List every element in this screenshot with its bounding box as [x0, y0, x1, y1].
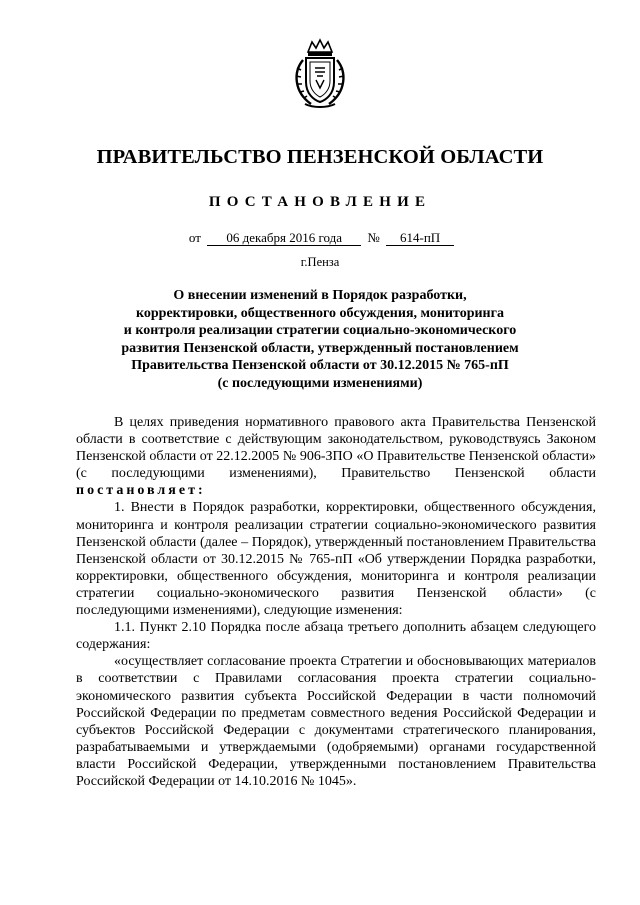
coat-of-arms-icon: [291, 38, 349, 110]
subject-line: и контроля реализации стратегии социально-экономического: [123, 323, 517, 339]
preamble-paragraph: [76, 414, 596, 499]
decrees-word: постановляет:: [76, 483, 206, 499]
subject-line: О внесении изменений в Порядок разработки,: [173, 288, 467, 303]
government-title: ПРАВИТЕЛЬСТВО ПЕНЗЕНСКОЙ ОБЛАСТИ: [96, 146, 544, 168]
document-body: [76, 414, 596, 790]
number-prefix: №: [367, 230, 380, 245]
city: г.Пенза: [300, 255, 340, 269]
subject-line: корректировки, общественного обсуждения, мониторинга: [136, 305, 504, 321]
document-subject: [96, 287, 544, 393]
document-type: ПОСТАНОВЛЕНИЕ: [208, 194, 432, 210]
item-1-paragraph: 1. Внести в Порядок разработки, корректировки, общественного обсуждения, мониторинга и контроля реализации стратегии социально-экономического развития Пензенской области (далее – Порядок), утвержденный постановлением Правительства Пензенской области от 30.12.2015 № 765-пП «Об утверждении Порядка разработки, корректировки, общественного обсуждения, мониторинга и контроля реализации стратегии социально-экономического развития Пензенской области» (с последующими изменениями), следующие изменения:: [76, 500, 596, 619]
preamble-text: В целях приведения нормативного правового акта Правительства Пензенской области в соответствие с действующим законодательством, руководствуясь Законом Пензенской области от 22.12.2005 № 906-ЗПО «О Правительстве Пензенской области» (с последующими изменениями), Правительство Пензенской области: [76, 415, 596, 482]
subject-line: развития Пензенской области, утвержденный постановлением: [121, 340, 519, 356]
date-prefix: от: [188, 230, 201, 245]
subject-line: Правительства Пензенской области от 30.12.2015 № 765-пП: [131, 358, 509, 374]
item-1-1-paragraph: 1.1. Пункт 2.10 Порядка после абзаца третьего дополнить абзацем следующего содержания:: [76, 620, 596, 653]
document-date: 06 декабря 2016 года: [207, 230, 361, 246]
quoted-amendment-paragraph: «осуществляет согласование проекта Стратегии и обосновывающих материалов в соответствии с Правилами согласования проекта стратегии социально-экономического развития субъекта Российской Федерации в части полномочий Российской Федерации по предметам совместного ведения Российской Федерации и субъектов Российской Федерации с документами стратегического планирования, разрабатываемыми и утверждаемыми (одобряемыми) органами государственной власти Российской Федерации, утвержденными постановлением Правительства Российской Федерации от 14.10.2016 № 1045».: [76, 654, 596, 789]
document-number: 614-пП: [386, 230, 454, 246]
subject-line: (с последующими изменениями): [217, 375, 423, 391]
date-number-row: [0, 230, 640, 246]
